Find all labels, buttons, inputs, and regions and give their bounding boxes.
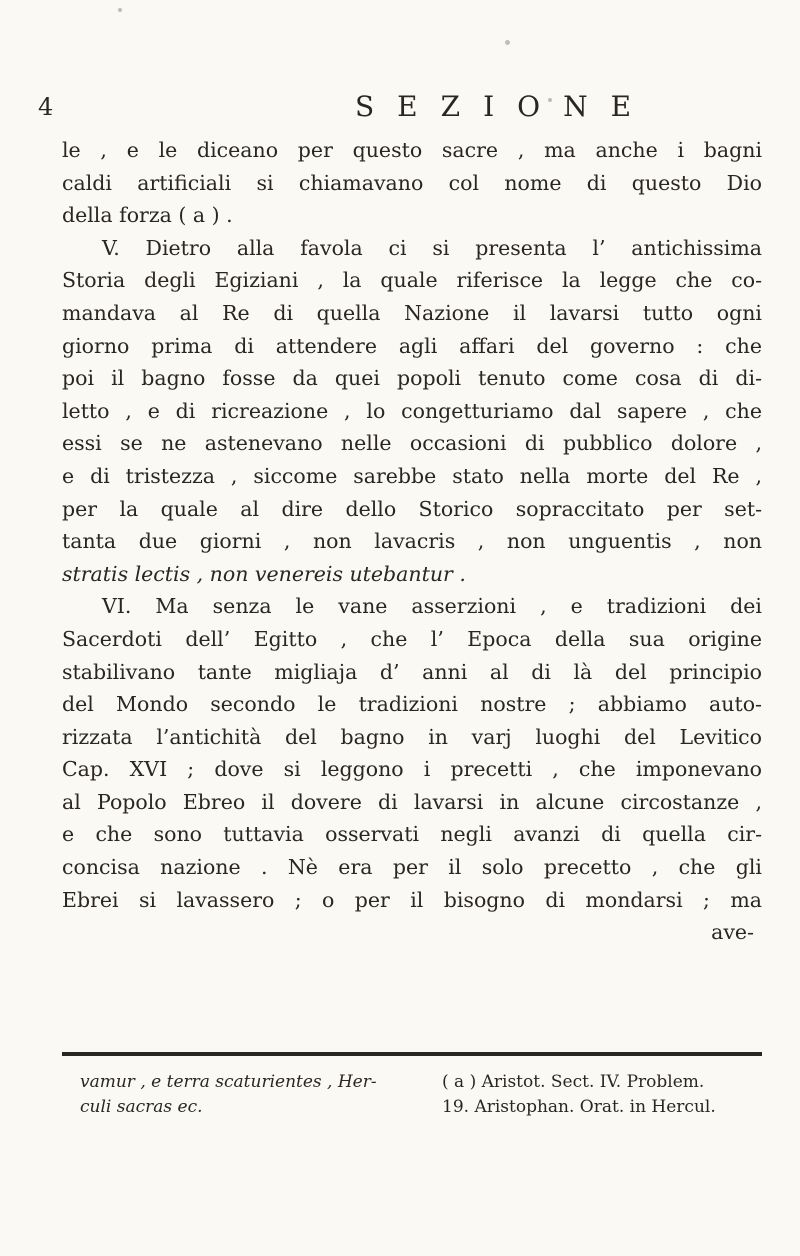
- running-head: SEZIONE: [355, 90, 655, 123]
- text-line: stabilivano tante migliaja d’ anni al di là del principio: [62, 659, 762, 684]
- text-line: concisa nazione . Nè era per il solo precetto , che gli: [62, 855, 762, 880]
- footnote-line: 19. Aristophan. Orat. in Hercul.: [442, 1097, 716, 1117]
- footnote-line: culi sacras ec.: [80, 1097, 203, 1117]
- text-line: Sacerdoti dell’ Egitto , che l’ Epoca della sua origine: [62, 626, 762, 651]
- text-line: e di tristezza , siccome sarebbe stato nella morte del Re ,: [62, 463, 762, 488]
- text-line: Storia degli Egiziani , la quale riferisce la legge che co-: [62, 268, 762, 293]
- catchword: ave-: [711, 920, 754, 945]
- text-line: Cap. XVI ; dove si leggono i precetti , che imponevano: [62, 757, 762, 782]
- footnote-rule: [62, 1052, 762, 1056]
- footnote-line: vamur , e terra scaturientes , Her-: [80, 1072, 377, 1092]
- paragraph-vi-start: VI. Ma senza le vane asserzioni , e tradizioni dei: [102, 594, 762, 619]
- page-number: 4: [38, 93, 54, 121]
- text-line: Ebrei si lavassero ; o per il bisogno di mondarsi ; ma: [62, 887, 762, 912]
- text-line: caldi artificiali si chiamavano col nome di questo Dio: [62, 170, 762, 195]
- text-line: della forza ( a ) .: [62, 203, 233, 228]
- text-line: essi se ne astenevano nelle occasioni di pubblico dolore ,: [62, 431, 762, 456]
- footnote-a: [442, 1070, 792, 1120]
- text-line: le , e le diceano per questo sacre , ma anche i bagni: [62, 138, 762, 162]
- text-line: poi il bagno fosse da quei popoli tenuto come cosa di di-: [62, 366, 762, 391]
- paragraph-v-start: V. Dietro alla favola ci si presenta l’ antichissima: [102, 235, 762, 260]
- text-line: al Popolo Ebreo il dovere di lavarsi in alcune circostanze ,: [62, 789, 762, 814]
- latin-quote-line: stratis lectis , non venereis utebantur .: [62, 561, 466, 586]
- ink-spot: [505, 40, 510, 45]
- text-line: mandava al Re di quella Nazione il lavarsi tutto ogni: [62, 300, 762, 325]
- page-header: [0, 92, 800, 132]
- text-line: giorno prima di attendere agli affari del governo : che: [62, 333, 762, 358]
- text-line-with-latin-quote: tanta due giorni , non lavacris , non unguentis , non: [62, 529, 762, 554]
- main-text: [62, 134, 762, 949]
- text-line: per la quale al dire dello Storico sopraccitato per set-: [62, 496, 762, 521]
- text-line: e che sono tuttavia osservati negli avanzi di quella cir-: [62, 822, 762, 847]
- text-line: rizzata l’antichità del bagno in varj luoghi del Levitico: [62, 724, 762, 749]
- ink-spot: [118, 8, 122, 12]
- footnote-line: ( a ) Aristot. Sect. IV. Problem.: [442, 1072, 705, 1092]
- text-line: del Mondo secondo le tradizioni nostre ; abbiamo auto-: [62, 692, 762, 717]
- footnote-continuation: [80, 1070, 410, 1120]
- text-line: letto , e di ricreazione , lo congetturiamo dal sapere , che: [62, 398, 762, 423]
